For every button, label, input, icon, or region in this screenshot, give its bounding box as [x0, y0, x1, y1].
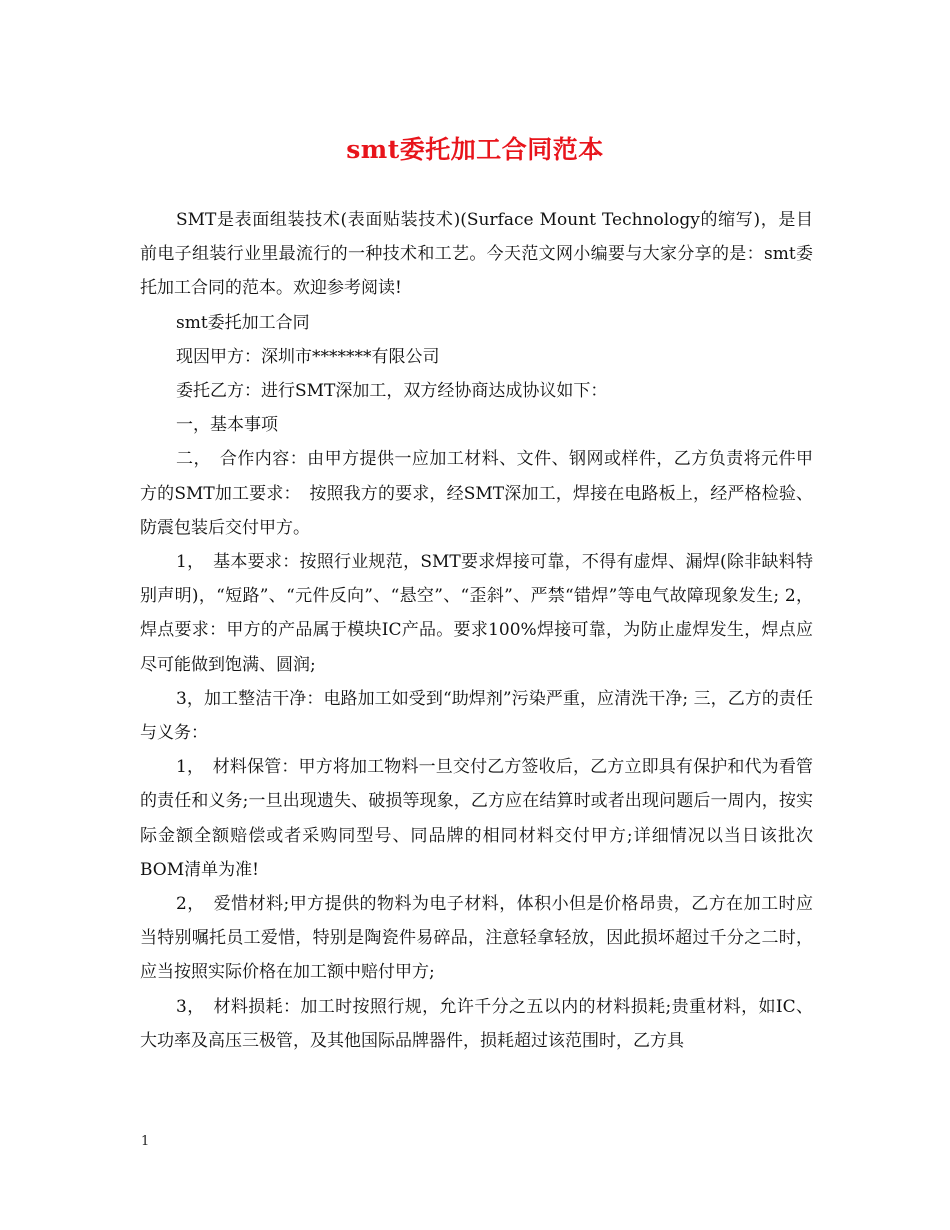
paragraph-material-custody: 1， 材料保管：甲方将加工物料一旦交付乙方签收后，乙方立即具有保护和代为看管的责任和义务;一旦出现遗失、破损等现象，乙方应在结算时或者出现问题后一周内，按实际金额全额赔偿或者采购同型号、同品牌的相同材料交付甲方;详细情况以当日该批次BOM清单为准!	[140, 757, 813, 880]
paragraph-contract-name: smt委托加工合同	[176, 312, 310, 333]
document-title: smt委托加工合同范本	[346, 135, 604, 164]
paragraph-party-a: 现因甲方：深圳市*******有限公司	[176, 346, 440, 367]
paragraph-material-care: 2， 爱惜材料;甲方提供的物料为电子材料，体积小但是价格昂贵，乙方在加工时应当特别嘱托员工爱惜，特别是陶瓷件易碎品，注意轻拿轻放，因此损坏超过千分之二时，应当按照实际价格在加工额中赔付甲方;	[140, 894, 813, 983]
paragraph-material-loss: 3， 材料损耗：加工时按照行规，允许千分之五以内的材料损耗;贵重材料，如IC、大功率及高压三极管，及其他国际品牌器件，损耗超过该范围时，乙方具	[140, 996, 813, 1051]
document-body	[140, 203, 813, 1058]
paragraph-intro: SMT是表面组装技术(表面贴装技术)(Surface Mount Technology的缩写)，是目前电子组装行业里最流行的一种技术和工艺。今天范文网小编要与大家分享的是：smt委托加工合同的范本。欢迎参考阅读!	[140, 210, 813, 299]
paragraph-basic-requirements: 1， 基本要求：按照行业规范，SMT要求焊接可靠，不得有虚焊、漏焊(除非缺料特别声明)，“短路”、“元件反向”、“悬空”、“歪斜”、严禁“错焊”等电气故障现象发生; 2，焊点要求：甲方的产品属于模块IC产品。要求100%焊接可靠，为防止虚焊发生，焊点应尽可能做到饱满、圆润;	[140, 552, 813, 675]
paragraph-cleanliness: 3，加工整洁干净：电路加工如受到“助焊剂”污染严重，应清洗干净; 三，乙方的责任与义务：	[140, 688, 813, 744]
paragraph-section-2: 二， 合作内容：由甲方提供一应加工材料、文件、钢网或样件，乙方负责将元件甲方的SMT加工要求： 按照我方的要求，经SMT深加工，焊接在电路板上，经严格检验、防震包装后交付甲方。	[140, 449, 813, 538]
paragraph-section-1: 一，基本事项	[176, 415, 278, 436]
page-number: 1	[141, 1134, 150, 1149]
paragraph-party-b: 委托乙方：进行SMT深加工，双方经协商达成协议如下：	[176, 381, 608, 402]
